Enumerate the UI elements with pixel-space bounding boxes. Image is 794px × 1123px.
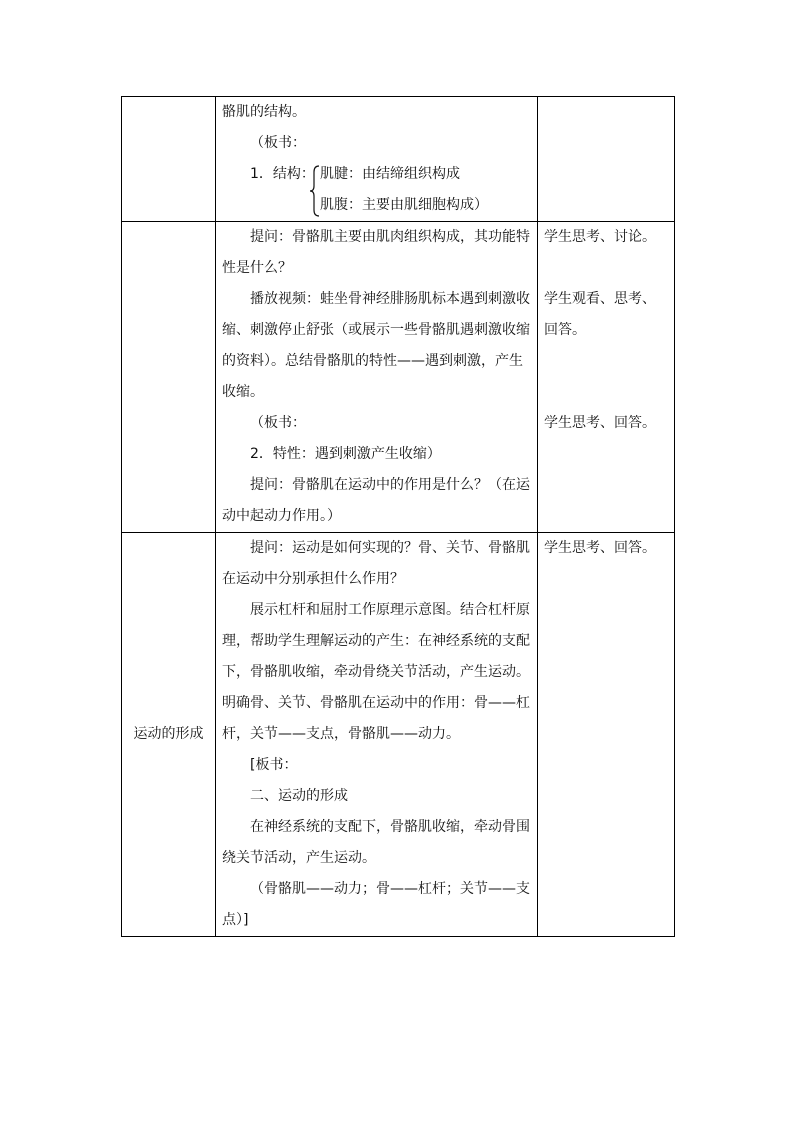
- teacher-activity-cell: [216, 97, 538, 222]
- video-summary: 播放视频：蛙坐骨神经腓肠肌标本遇到刺激收缩、刺激停止舒张（或展示一些骨骼肌遇刺激收缩的资料）。总结骨骼肌的特性——遇到刺激，产生收缩。: [222, 291, 530, 400]
- lesson-plan-table: [121, 96, 675, 937]
- lever-explanation: 展示杠杆和屈肘工作原理示意图。结合杠杆原理，帮助学生理解运动的产生：在神经系统的支配下，骨骼肌收缩，牵动骨绕关节活动，产生运动。明确骨、关节、骨骼肌在运动中的作用：骨——杠杆，关节——支点，骨骼肌——动力。: [222, 602, 530, 742]
- student-activity-answer: 学生思考、回答。: [544, 540, 656, 556]
- structure-item-belly: 肌腹：主要由肌细胞构成）: [320, 197, 488, 213]
- table-row-property: [122, 222, 675, 533]
- topic-label: 运动的形成: [133, 726, 204, 742]
- topic-cell-empty: [122, 97, 216, 222]
- student-activity-cell: [538, 222, 675, 533]
- structure-intro-text: 骼肌的结构。: [222, 104, 306, 120]
- student-activity-watch: 学生观看、思考、回答。: [544, 291, 656, 338]
- structure-lead: 1．结构：: [250, 166, 315, 182]
- board-note-open: （板书：: [250, 135, 306, 151]
- structure-item-tendon: 肌腱：由结缔组织构成: [320, 166, 460, 182]
- question-role: 提问：骨骼肌在运动中的作用是什么？（在运动中起动力作用。）: [222, 477, 530, 524]
- teacher-activity-cell: [216, 222, 538, 533]
- student-activity-cell-empty: [538, 97, 675, 222]
- board-note-open: [板书：: [250, 757, 298, 773]
- question-property: 提问：骨骼肌主要由肌肉组织构成，其功能特性是什么？: [222, 229, 530, 276]
- topic-cell: [122, 533, 216, 937]
- structure-brace-block: [222, 159, 531, 221]
- teacher-activity-cell: [216, 533, 538, 937]
- board-heading: 二、运动的形成: [250, 788, 348, 804]
- board-note-open: （板书：: [250, 415, 306, 431]
- topic-cell-empty: [122, 222, 216, 533]
- table-row-motion: [122, 533, 675, 937]
- board-roles: （骨骼肌——动力；骨——杠杆；关节——支点）]: [222, 881, 530, 928]
- table-row-structure: [122, 97, 675, 222]
- question-motion: 提问：运动是如何实现的？骨、关节、骨骼肌在运动中分别承担什么作用？: [222, 540, 530, 587]
- student-activity-cell: [538, 533, 675, 937]
- left-brace-icon: [310, 165, 320, 217]
- property-note: 2．特性：遇到刺激产生收缩）: [250, 446, 441, 462]
- board-statement: 在神经系统的支配下，骨骼肌收缩，牵动骨围绕关节活动，产生运动。: [222, 819, 530, 866]
- student-activity-answer: 学生思考、回答。: [544, 415, 656, 431]
- student-activity-discuss: 学生思考、讨论。: [544, 229, 656, 245]
